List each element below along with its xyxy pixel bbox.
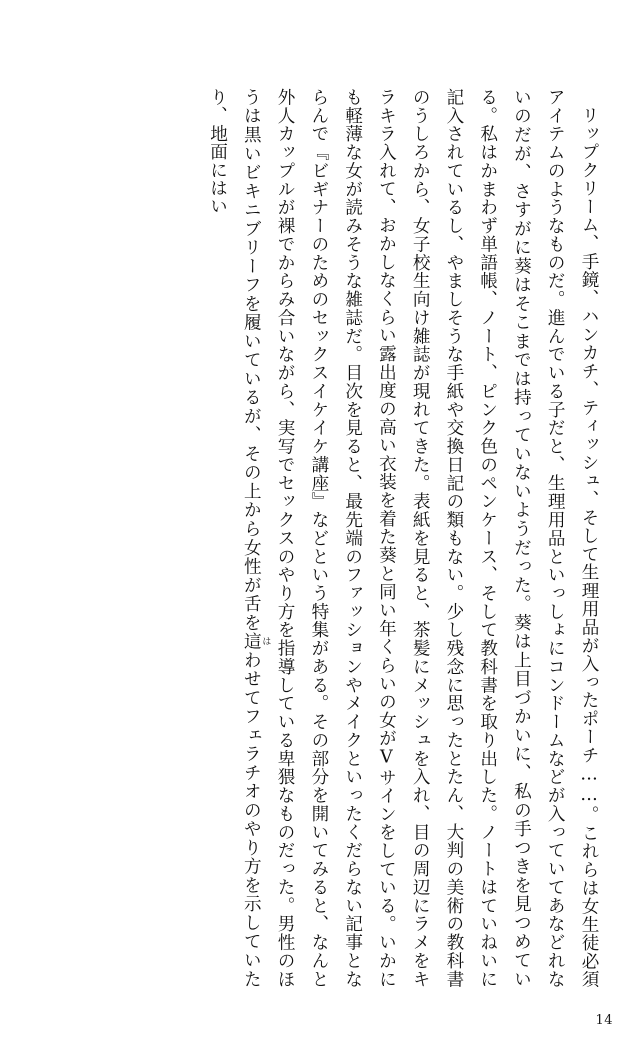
body-text bbox=[64, 88, 605, 988]
body-paragraph: リップクリーム、手鏡、ハンカチ、ティッシュ、そして生理用品が入ったポーチ……。これらは女生徒必須アイテムのようなものだ。進んでいる子だと、生理用品といっしょにコンドームなどが入っていてあなどれないのだが、さすがに葵はそこまでは持っていないようだった。葵は上目づかいに、私の手つきを見つめている。私はかまわず単語帳、ノート、ピンク色のペンケース、そして教科書を取り出した。ノートはていねいに記入されているし、やましそうな手紙や交換日記の類もない。少し残念に思ったとたん、大判の美術の教科書のうしろから、女子校生向け雑誌が現れてきた。表紙を見ると、茶髪にメッシュを入れ、目の周辺にラメをキラキラ入れて、おかしなくらい露出度の高い衣装を着た葵と同い年くらいの女がVサインをしている。いかにも軽薄な女が読みそうな雑誌だ。目次を見ると、最先端のファッションやメイクといったくだらない記事とならんで『ビギナーのためのセックスイケイケ講座』などという特集がある。その部分を開いてみると、なんと外人カップルが裸でからみ合いながら、実写でセックスのやり方を指導している卑猥なものだった。男性のほうは黒いビキニブリーフを履いているが、その上から女性が舌を這 はわせてフェラチオのやり方を示していたり、地面にはい bbox=[207, 88, 599, 988]
page-number: 14 bbox=[595, 1013, 613, 1028]
